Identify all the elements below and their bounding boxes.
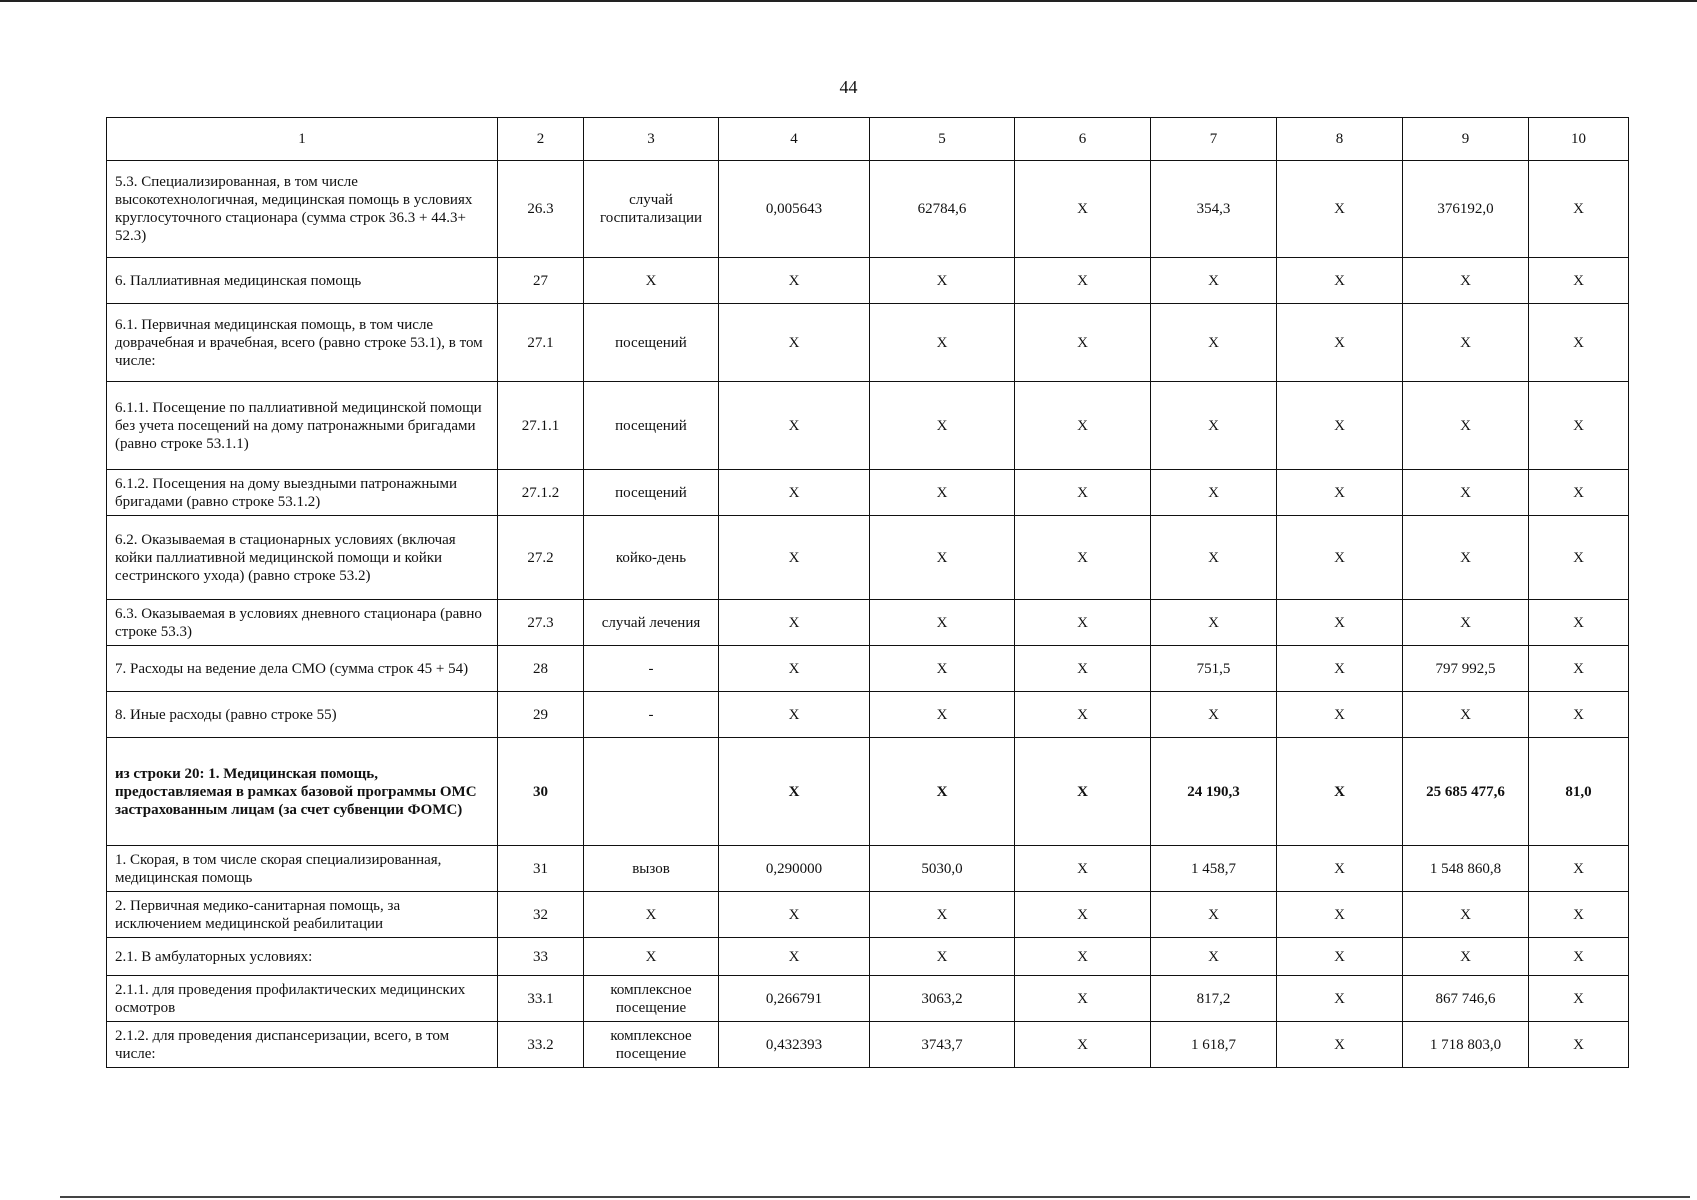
table-cell: 27.1 <box>498 304 584 382</box>
table-cell: X <box>1529 382 1629 470</box>
table-cell: X <box>719 692 870 738</box>
header-cell: 4 <box>719 118 870 161</box>
table-cell: X <box>1151 258 1277 304</box>
table-cell: X <box>1151 470 1277 516</box>
table-cell: X <box>1403 892 1529 938</box>
table-cell: X <box>1529 846 1629 892</box>
row-description-cell: из строки 20: 1. Медицинская помощь, предоставляемая в рамках базовой программы ОМС застрахованным лицам (за счет субвенции ФОМС) <box>107 738 498 846</box>
table-row <box>107 470 1629 516</box>
table-cell: - <box>584 692 719 738</box>
header-cell: 1 <box>107 118 498 161</box>
table-cell: X <box>1277 646 1403 692</box>
table-cell: X <box>1529 646 1629 692</box>
table-cell: 3743,7 <box>870 1022 1015 1068</box>
table-cell: 26.3 <box>498 161 584 258</box>
table-cell: 1 458,7 <box>1151 846 1277 892</box>
table-cell: X <box>1277 692 1403 738</box>
table-cell: X <box>1277 258 1403 304</box>
row-description-cell: 6.1.2. Посещения на дому выездными патронажными бригадами (равно строке 53.1.2) <box>107 470 498 516</box>
table-cell: X <box>1403 258 1529 304</box>
table-cell: X <box>1015 1022 1151 1068</box>
row-description-cell: 6.3. Оказываемая в условиях дневного стационара (равно строке 53.3) <box>107 600 498 646</box>
table-cell: 0,290000 <box>719 846 870 892</box>
row-description-cell: 2.1.1. для проведения профилактических медицинских осмотров <box>107 976 498 1022</box>
table-row <box>107 646 1629 692</box>
table-cell: X <box>1403 600 1529 646</box>
table-cell: X <box>1277 738 1403 846</box>
table-cell: X <box>1529 258 1629 304</box>
table-cell: X <box>1015 646 1151 692</box>
row-description-cell: 2.1. В амбулаторных условиях: <box>107 938 498 976</box>
table-cell: X <box>1151 304 1277 382</box>
table-cell: X <box>719 892 870 938</box>
table-row <box>107 976 1629 1022</box>
table-cell: X <box>1277 304 1403 382</box>
table-cell: 30 <box>498 738 584 846</box>
table-cell: X <box>1529 516 1629 600</box>
header-cell: 10 <box>1529 118 1629 161</box>
header-cell: 3 <box>584 118 719 161</box>
table-cell: X <box>719 646 870 692</box>
table-cell: 31 <box>498 846 584 892</box>
table-cell: X <box>1151 382 1277 470</box>
table-cell: X <box>870 516 1015 600</box>
table-cell <box>584 738 719 846</box>
table-cell: койко-день <box>584 516 719 600</box>
row-description-cell: 5.3. Специализированная, в том числе высокотехнологичная, медицинская помощь в условиях круглосуточного стационара (сумма строк 36.3 + 44.3+ 52.3) <box>107 161 498 258</box>
table-cell: X <box>1529 938 1629 976</box>
scan-border-top <box>0 0 1697 2</box>
table-cell: 5030,0 <box>870 846 1015 892</box>
table-row <box>107 692 1629 738</box>
row-description-cell: 6. Паллиативная медицинская помощь <box>107 258 498 304</box>
table-cell: X <box>870 382 1015 470</box>
table-cell: X <box>1277 600 1403 646</box>
table-cell: 28 <box>498 646 584 692</box>
row-description-cell: 8. Иные расходы (равно строке 55) <box>107 692 498 738</box>
table-cell: X <box>1151 938 1277 976</box>
row-description-cell: 2. Первичная медико-санитарная помощь, за исключением медицинской реабилитации <box>107 892 498 938</box>
scan-border-bottom <box>60 1196 1690 1198</box>
header-cell: 8 <box>1277 118 1403 161</box>
table-cell: X <box>1015 161 1151 258</box>
table-row <box>107 516 1629 600</box>
table-cell: 33.2 <box>498 1022 584 1068</box>
table-cell: X <box>1277 161 1403 258</box>
table-cell: 33.1 <box>498 976 584 1022</box>
table-cell: X <box>719 516 870 600</box>
table-cell: 751,5 <box>1151 646 1277 692</box>
table-cell: X <box>584 258 719 304</box>
table-cell: X <box>719 382 870 470</box>
table-cell: X <box>1277 382 1403 470</box>
table-cell: X <box>1277 516 1403 600</box>
table-cell: 1 548 860,8 <box>1403 846 1529 892</box>
table-cell: X <box>1015 692 1151 738</box>
table-cell: X <box>1277 846 1403 892</box>
row-description-cell: 1. Скорая, в том числе скорая специализированная, медицинская помощь <box>107 846 498 892</box>
row-description-cell: 7. Расходы на ведение дела СМО (сумма строк 45 + 54) <box>107 646 498 692</box>
table-cell: X <box>1277 938 1403 976</box>
table-cell: 33 <box>498 938 584 976</box>
table-cell: 32 <box>498 892 584 938</box>
table-cell: 354,3 <box>1151 161 1277 258</box>
table-cell: X <box>1529 600 1629 646</box>
table-cell: X <box>584 892 719 938</box>
table-cell: X <box>1403 516 1529 600</box>
table-cell: X <box>1277 1022 1403 1068</box>
table-cell: 27 <box>498 258 584 304</box>
table-cell: X <box>719 470 870 516</box>
data-table <box>106 117 1629 1068</box>
table-cell: 867 746,6 <box>1403 976 1529 1022</box>
table-cell: X <box>1151 692 1277 738</box>
table-cell: X <box>1151 516 1277 600</box>
table-cell: X <box>1015 938 1151 976</box>
header-cell: 6 <box>1015 118 1151 161</box>
table-cell: 3063,2 <box>870 976 1015 1022</box>
table-cell: 1 718 803,0 <box>1403 1022 1529 1068</box>
table-row <box>107 846 1629 892</box>
table-cell: X <box>1015 846 1151 892</box>
table-cell: X <box>719 938 870 976</box>
table-row <box>107 738 1629 846</box>
table-row <box>107 161 1629 258</box>
table-cell: X <box>719 258 870 304</box>
table-cell: X <box>584 938 719 976</box>
table-cell: X <box>870 646 1015 692</box>
table-cell: X <box>1529 892 1629 938</box>
header-cell: 9 <box>1403 118 1529 161</box>
table-body <box>107 161 1629 1068</box>
table-cell: X <box>1529 161 1629 258</box>
row-description-cell: 6.1. Первичная медицинская помощь, в том числе доврачебная и врачебная, всего (равно строке 53.1), в том числе: <box>107 304 498 382</box>
table-cell: X <box>1015 892 1151 938</box>
header-cell: 5 <box>870 118 1015 161</box>
table-cell: - <box>584 646 719 692</box>
table-cell: X <box>870 692 1015 738</box>
table-cell: X <box>1529 304 1629 382</box>
table-cell: комплексное посещение <box>584 1022 719 1068</box>
table-cell: X <box>1015 738 1151 846</box>
table-cell: X <box>1015 600 1151 646</box>
table-cell: 0,266791 <box>719 976 870 1022</box>
table-cell: комплексное посещение <box>584 976 719 1022</box>
table-cell: случай лечения <box>584 600 719 646</box>
table-cell: X <box>870 470 1015 516</box>
table-cell: X <box>870 938 1015 976</box>
table-cell: 376192,0 <box>1403 161 1529 258</box>
table-cell: 81,0 <box>1529 738 1629 846</box>
table-cell: X <box>1015 258 1151 304</box>
table-cell: X <box>1277 892 1403 938</box>
table-cell: 0,005643 <box>719 161 870 258</box>
table-cell: X <box>1277 470 1403 516</box>
table-cell: посещений <box>584 470 719 516</box>
table-cell: 62784,6 <box>870 161 1015 258</box>
table-cell: X <box>1529 470 1629 516</box>
table-cell: X <box>1403 382 1529 470</box>
table-cell: X <box>870 738 1015 846</box>
table-cell: X <box>1529 976 1629 1022</box>
table-cell: X <box>1403 304 1529 382</box>
table-cell: X <box>1151 600 1277 646</box>
table-header <box>107 118 1629 161</box>
table-cell: 1 618,7 <box>1151 1022 1277 1068</box>
table-row <box>107 382 1629 470</box>
table-cell: 27.1.1 <box>498 382 584 470</box>
table-row <box>107 938 1629 976</box>
table-cell: посещений <box>584 304 719 382</box>
header-cell: 7 <box>1151 118 1277 161</box>
row-description-cell: 6.1.1. Посещение по паллиативной медицинской помощи без учета посещений на дому патронажными бригадами (равно строке 53.1.1) <box>107 382 498 470</box>
table-cell: X <box>1015 382 1151 470</box>
table-cell: X <box>1015 976 1151 1022</box>
table-cell: посещений <box>584 382 719 470</box>
table-row <box>107 258 1629 304</box>
page-number: 44 <box>839 77 858 97</box>
table-row <box>107 304 1629 382</box>
table-cell: X <box>1151 892 1277 938</box>
table-cell: X <box>1277 976 1403 1022</box>
table-row <box>107 892 1629 938</box>
row-description-cell: 2.1.2. для проведения диспансеризации, всего, в том числе: <box>107 1022 498 1068</box>
table-cell: X <box>1529 692 1629 738</box>
table-cell: 27.1.2 <box>498 470 584 516</box>
table-cell: X <box>870 892 1015 938</box>
table-cell: 29 <box>498 692 584 738</box>
table-cell: X <box>1529 1022 1629 1068</box>
table-cell: 27.2 <box>498 516 584 600</box>
table-cell: 0,432393 <box>719 1022 870 1068</box>
table-cell: 24 190,3 <box>1151 738 1277 846</box>
table-cell: X <box>870 600 1015 646</box>
table-cell: 797 992,5 <box>1403 646 1529 692</box>
table-cell: 25 685 477,6 <box>1403 738 1529 846</box>
table-cell: случай госпитализации <box>584 161 719 258</box>
table-cell: вызов <box>584 846 719 892</box>
table-row <box>107 600 1629 646</box>
header-row <box>107 118 1629 161</box>
table-cell: X <box>1015 470 1151 516</box>
table-cell: X <box>1403 470 1529 516</box>
table-cell: X <box>1403 692 1529 738</box>
header-cell: 2 <box>498 118 584 161</box>
table-cell: 27.3 <box>498 600 584 646</box>
table-cell: X <box>870 258 1015 304</box>
table-row <box>107 1022 1629 1068</box>
row-description-cell: 6.2. Оказываемая в стационарных условиях (включая койки паллиативной медицинской помощи и койки сестринского ухода) (равно строке 53.2) <box>107 516 498 600</box>
table-cell: X <box>719 738 870 846</box>
table-cell: X <box>1015 516 1151 600</box>
table-cell: X <box>719 600 870 646</box>
table-cell: X <box>1403 938 1529 976</box>
table-cell: X <box>719 304 870 382</box>
table-cell: X <box>870 304 1015 382</box>
table-cell: 817,2 <box>1151 976 1277 1022</box>
table-cell: X <box>1015 304 1151 382</box>
